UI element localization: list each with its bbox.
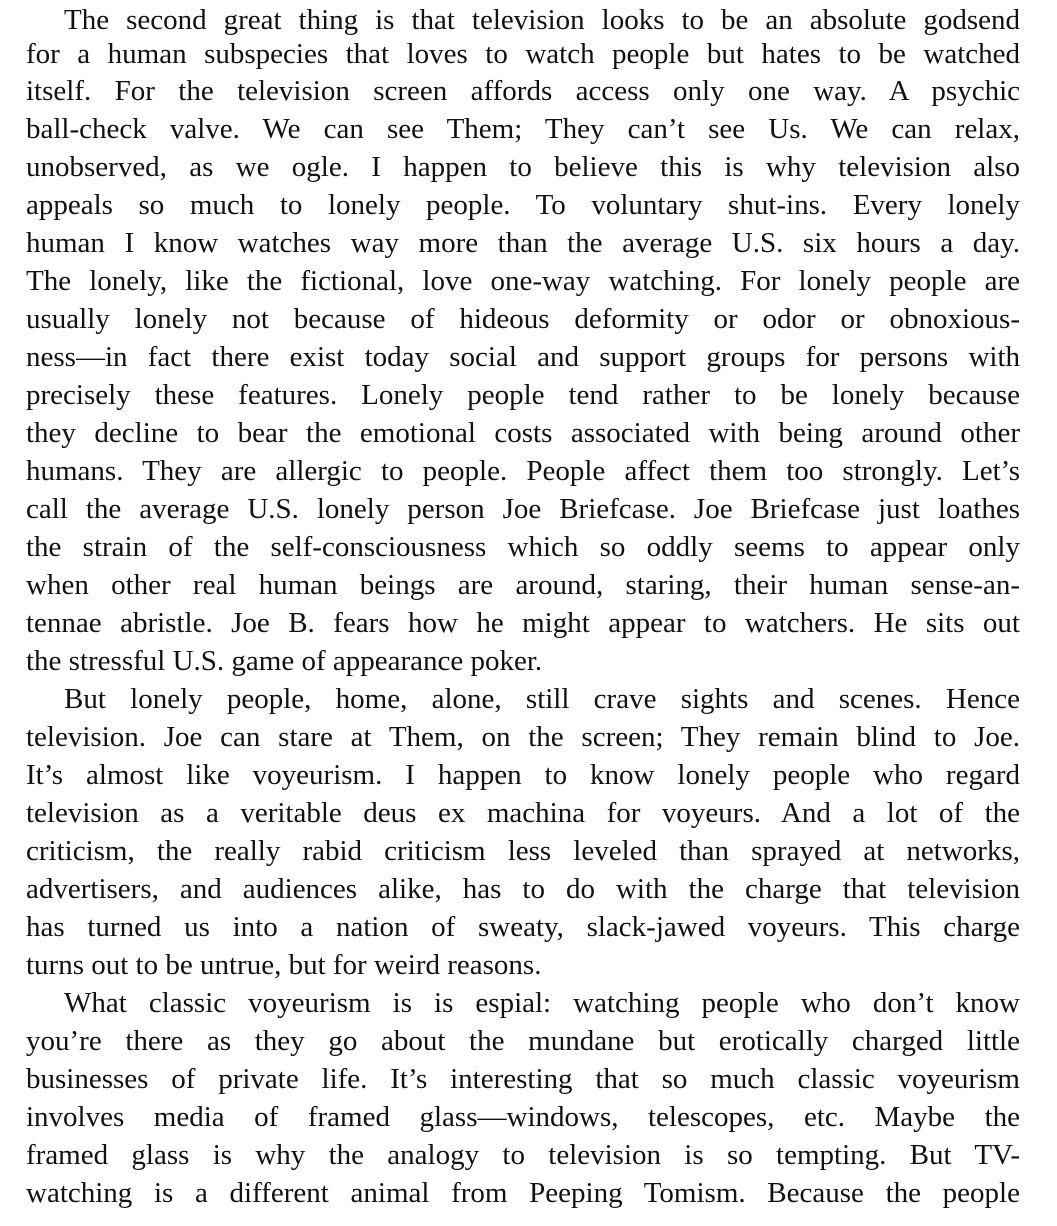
text-line: ness—in fact there exist today social and support groups for persons with: [26, 341, 1020, 373]
text-line: television. Joe can stare at Them, on the screen; They remain blind to Joe.: [26, 721, 1020, 753]
text-line: businesses of private life. It’s interesting that so much classic voyeurism: [26, 1063, 1020, 1095]
text-line: they decline to bear the emotional costs associated with being around other: [26, 417, 1020, 449]
text-line: when other real human beings are around, staring, their human sense-an-: [26, 569, 1020, 601]
text-line: humans. They are allergic to people. People affect them too strongly. Let’s: [26, 455, 1020, 487]
text-line: advertisers, and audiences alike, has to do with the charge that television: [26, 873, 1020, 905]
text-line: It’s almost like voyeurism. I happen to know lonely people who regard: [26, 759, 1020, 791]
text-line: the stressful U.S. game of appearance poker.: [26, 645, 543, 677]
text-line: What classic voyeurism is is espial: watching people who don’t know: [64, 987, 1020, 1019]
text-line: for a human subspecies that loves to watch people but hates to be watched: [26, 38, 1020, 70]
text-line: has turned us into a nation of sweaty, slack-jawed voyeurs. This charge: [26, 911, 1020, 943]
text-line: The lonely, like the fictional, love one-way watching. For lonely people are: [26, 265, 1020, 297]
text-line: usually lonely not because of hideous deformity or odor or obnoxious-: [26, 303, 1020, 335]
text-line: involves media of framed glass—windows, telescopes, etc. Maybe the: [26, 1101, 1020, 1133]
text-line: call the average U.S. lonely person Joe Briefcase. Joe Briefcase just loathes: [26, 493, 1020, 525]
text-line: tennae abristle. Joe B. fears how he might appear to watchers. He sits out: [26, 607, 1020, 639]
text-line: turns out to be untrue, but for weird reasons.: [26, 949, 542, 981]
text-line: you’re there as they go about the mundane but erotically charged little: [26, 1025, 1020, 1057]
text-line: But lonely people, home, alone, still crave sights and scenes. Hence: [64, 683, 1020, 715]
text-line: unobserved, as we ogle. I happen to believe this is why television also: [26, 151, 1020, 183]
text-line: criticism, the really rabid criticism less leveled than sprayed at networks,: [26, 835, 1020, 867]
text-line: itself. For the television screen affords access only one way. A psychic: [26, 75, 1020, 107]
text-line: framed glass is why the analogy to television is so tempting. But TV-: [26, 1139, 1020, 1171]
text-line: appeals so much to lonely people. To voluntary shut-ins. Every lonely: [26, 189, 1020, 221]
text-line: The second great thing is that television looks to be an absolute godsend: [64, 4, 1020, 36]
text-line: ball-check valve. We can see Them; They can’t see Us. We can relax,: [26, 113, 1020, 145]
text-line: television as a veritable deus ex machina for voyeurs. And a lot of the: [26, 797, 1020, 829]
text-line: the strain of the self-consciousness which so oddly seems to appear only: [26, 531, 1020, 563]
text-line: human I know watches way more than the average U.S. six hours a day.: [26, 227, 1020, 259]
text-line: watching is a different animal from Peeping Tomism. Because the people: [26, 1177, 1020, 1209]
text-line: precisely these features. Lonely people tend rather to be lonely because: [26, 379, 1020, 411]
